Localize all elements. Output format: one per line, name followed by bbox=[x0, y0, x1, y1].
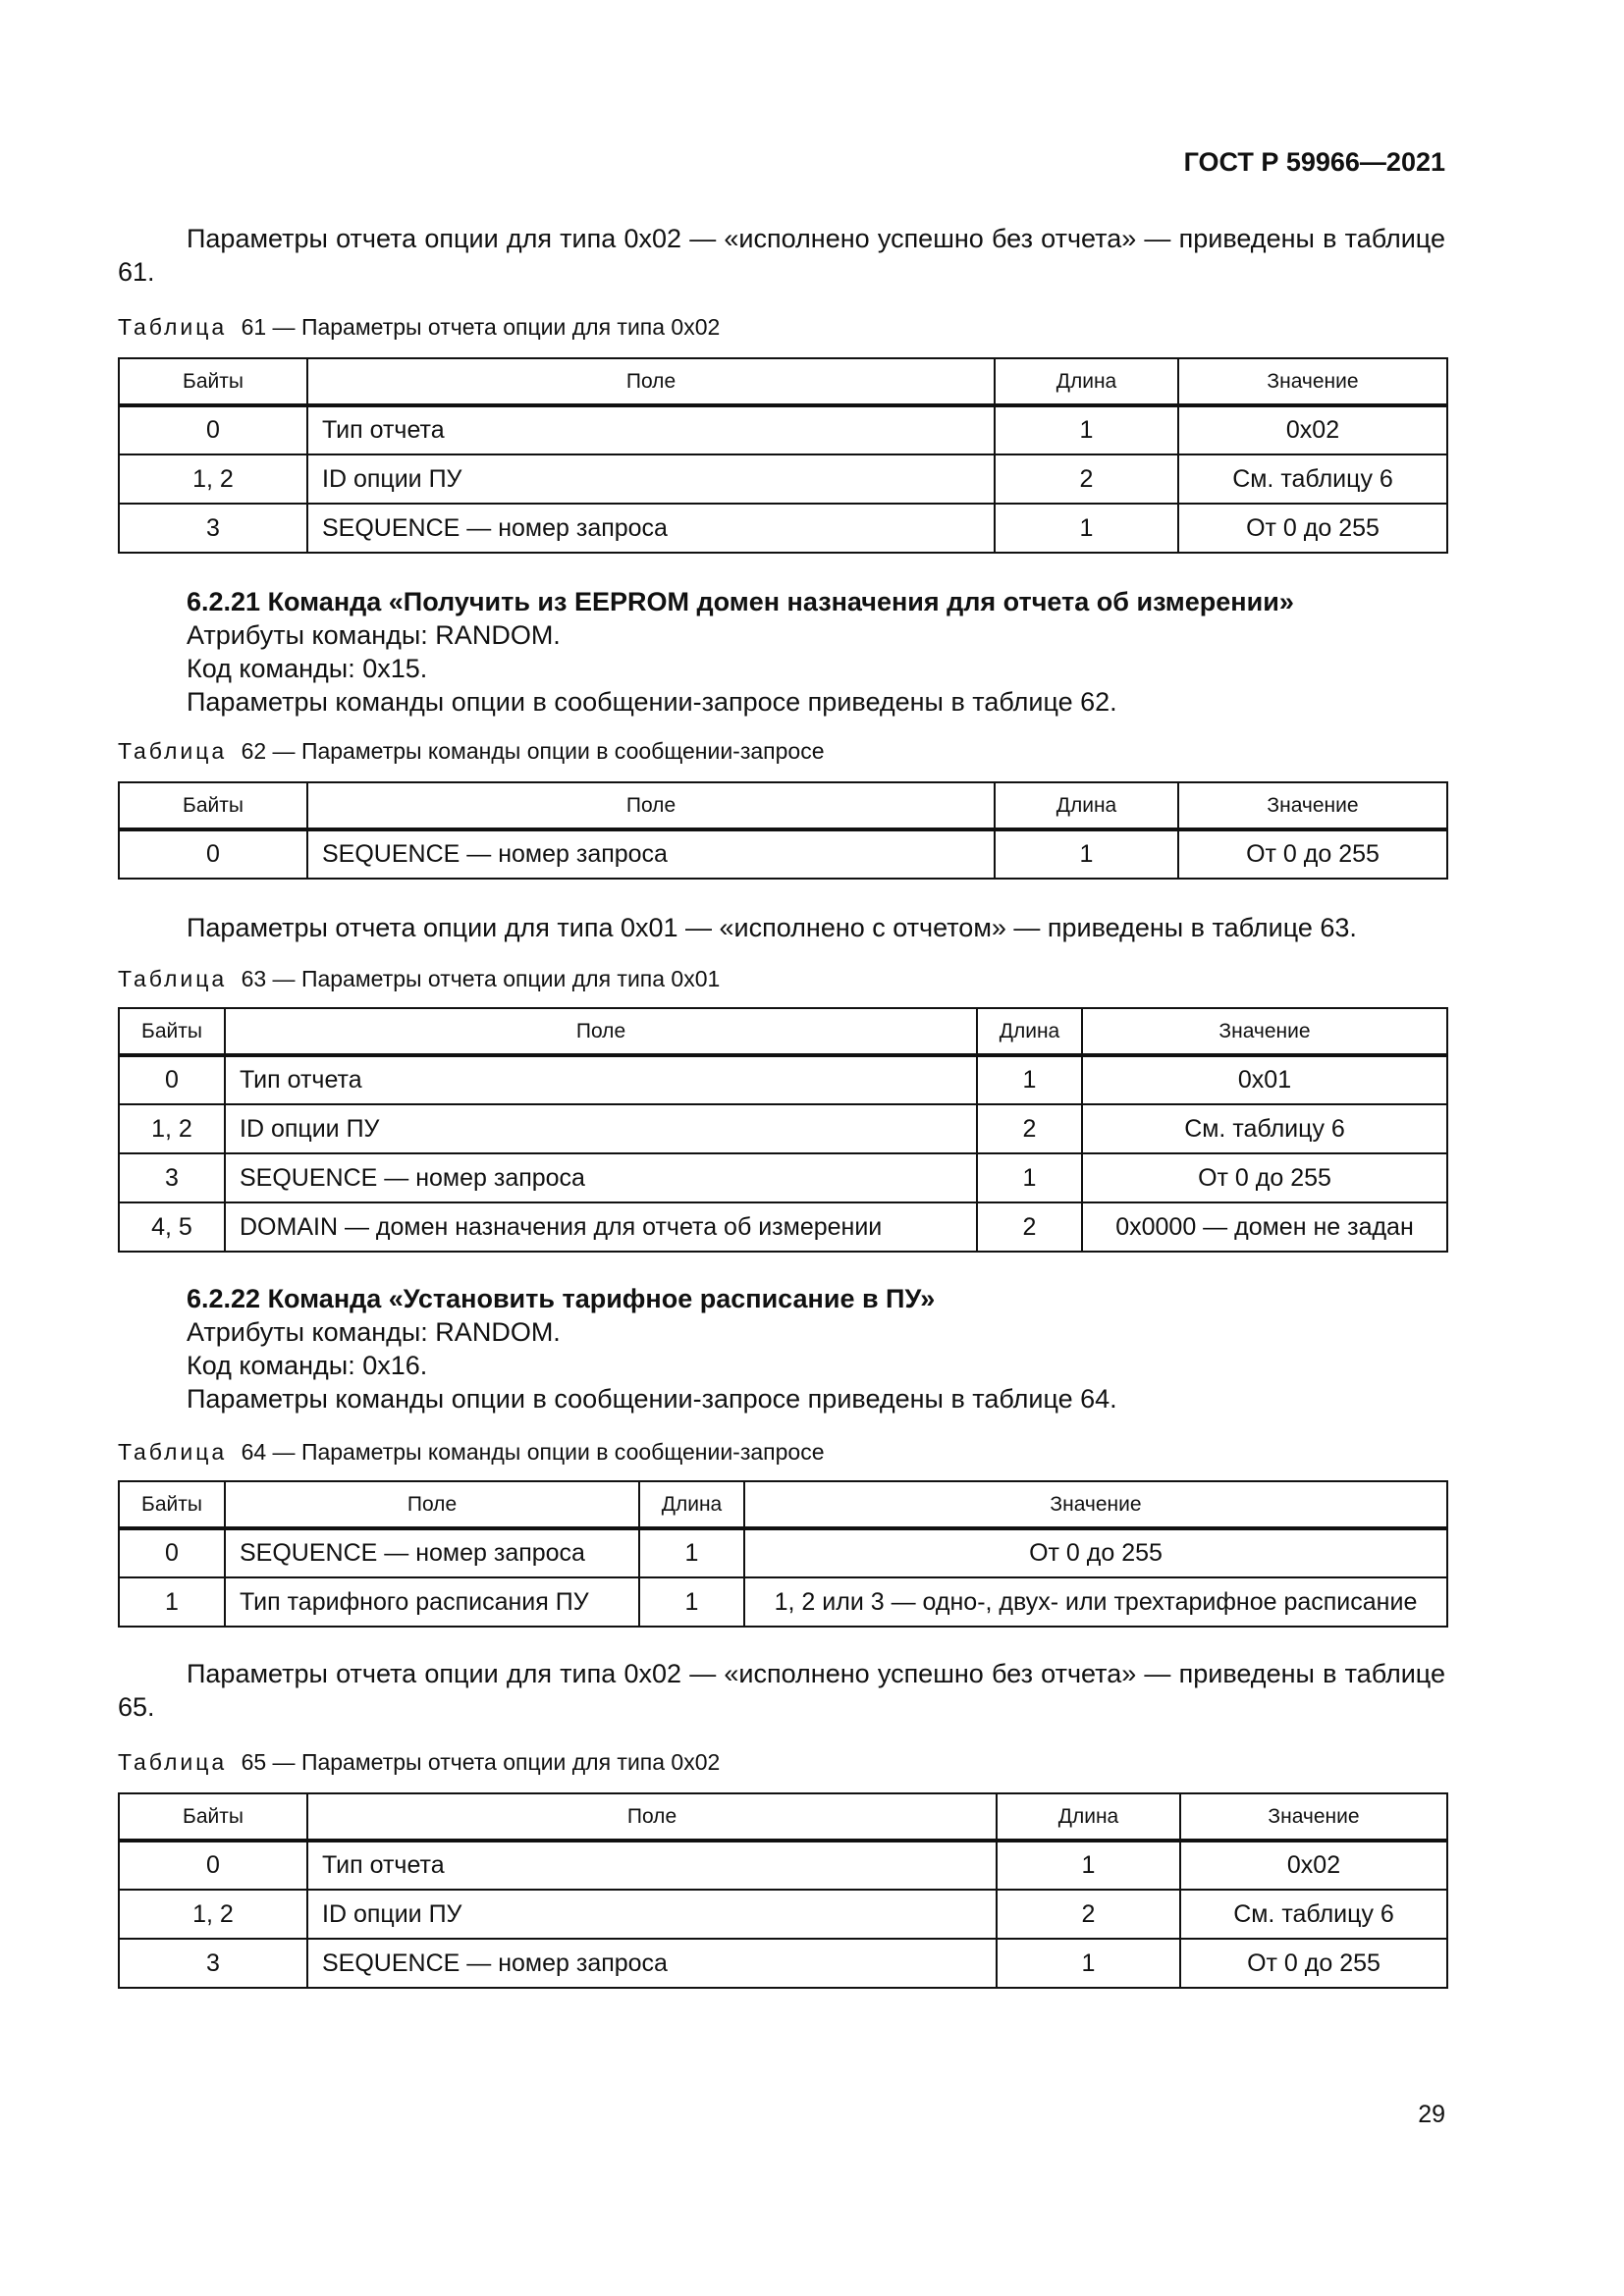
cell-length: 1 bbox=[977, 1153, 1082, 1202]
cell-bytes: 0 bbox=[119, 1841, 307, 1890]
table-row bbox=[119, 1577, 1447, 1627]
section-6-2-21 bbox=[187, 585, 1294, 719]
command-attributes: Атрибуты команды: RANDOM. bbox=[187, 620, 561, 650]
cell-bytes: 1, 2 bbox=[119, 1104, 225, 1153]
cell-length: 1 bbox=[995, 829, 1178, 879]
section-heading: 6.2.22 Команда «Установить тарифное расписание в ПУ» bbox=[187, 1284, 936, 1313]
cell-value: 0x0000 — домен не задан bbox=[1082, 1202, 1447, 1252]
table-65-caption bbox=[118, 1749, 720, 1776]
cell-field: ID опции ПУ bbox=[307, 454, 995, 504]
table-row bbox=[119, 1890, 1447, 1939]
cell-value: См. таблицу 6 bbox=[1178, 454, 1447, 504]
intro-paragraph-65 bbox=[118, 1657, 1445, 1724]
cell-value: От 0 до 255 bbox=[1180, 1939, 1447, 1988]
table-row bbox=[119, 1104, 1447, 1153]
cell-field: Тип отчета bbox=[225, 1055, 977, 1104]
cell-field: SEQUENCE — номер запроса bbox=[307, 504, 995, 553]
table-header-row bbox=[119, 782, 1447, 829]
cell-value: 0x01 bbox=[1082, 1055, 1447, 1104]
table-title: 65 — Параметры отчета опции для типа 0x02 bbox=[241, 1749, 721, 1775]
table-header-row bbox=[119, 1481, 1447, 1528]
cell-value: От 0 до 255 bbox=[1082, 1153, 1447, 1202]
cell-value: См. таблицу 6 bbox=[1082, 1104, 1447, 1153]
cell-value: От 0 до 255 bbox=[1178, 504, 1447, 553]
table-row bbox=[119, 1153, 1447, 1202]
cell-bytes: 0 bbox=[119, 1528, 225, 1577]
table-64 bbox=[118, 1480, 1448, 1628]
command-params: Параметры команды опции в сообщении-запросе приведены в таблице 64. bbox=[187, 1384, 1117, 1414]
header-cell: Значение bbox=[1180, 1793, 1447, 1841]
table-header-row bbox=[119, 1793, 1447, 1841]
section-6-2-22 bbox=[187, 1282, 1117, 1415]
cell-field: Тип отчета bbox=[307, 1841, 997, 1890]
cell-value: 1, 2 или 3 — одно-, двух- или трехтарифное расписание bbox=[744, 1577, 1447, 1627]
cell-field: Тип отчета bbox=[307, 405, 995, 454]
command-code: Код команды: 0x15. bbox=[187, 654, 428, 683]
header-cell: Байты bbox=[119, 782, 307, 829]
table-title: 64 — Параметры команды опции в сообщении-запросе bbox=[241, 1439, 825, 1465]
header-cell: Поле bbox=[307, 358, 995, 405]
table-row bbox=[119, 829, 1447, 879]
header-cell: Байты bbox=[119, 1793, 307, 1841]
table-title: 63 — Параметры отчета опции для типа 0x01 bbox=[241, 966, 721, 991]
page-number: 29 bbox=[1418, 2101, 1445, 2128]
cell-field: ID опции ПУ bbox=[225, 1104, 977, 1153]
table-label: Таблица bbox=[118, 738, 228, 764]
cell-bytes: 1, 2 bbox=[119, 454, 307, 504]
header-cell: Длина bbox=[977, 1008, 1082, 1055]
table-row bbox=[119, 504, 1447, 553]
intro-paragraph-63 bbox=[118, 911, 1445, 944]
header-cell: Длина bbox=[995, 782, 1178, 829]
header-cell: Байты bbox=[119, 1008, 225, 1055]
cell-field: SEQUENCE — номер запроса bbox=[307, 829, 995, 879]
cell-bytes: 0 bbox=[119, 1055, 225, 1104]
header-cell: Поле bbox=[307, 782, 995, 829]
table-row bbox=[119, 1055, 1447, 1104]
cell-length: 1 bbox=[997, 1841, 1180, 1890]
table-row bbox=[119, 1528, 1447, 1577]
cell-field: DOMAIN — домен назначения для отчета об измерении bbox=[225, 1202, 977, 1252]
cell-value: От 0 до 255 bbox=[1178, 829, 1447, 879]
table-row bbox=[119, 1841, 1447, 1890]
cell-length: 2 bbox=[997, 1890, 1180, 1939]
cell-length: 1 bbox=[997, 1939, 1180, 1988]
cell-length: 1 bbox=[639, 1528, 744, 1577]
cell-field: SEQUENCE — номер запроса bbox=[307, 1939, 997, 1988]
table-label: Таблица bbox=[118, 1439, 228, 1465]
cell-bytes: 0 bbox=[119, 405, 307, 454]
table-title: 62 — Параметры команды опции в сообщении-запросе bbox=[241, 738, 825, 764]
cell-length: 2 bbox=[995, 454, 1178, 504]
table-62-caption bbox=[118, 738, 825, 765]
table-63 bbox=[118, 1007, 1448, 1253]
header-cell: Длина bbox=[995, 358, 1178, 405]
header-cell: Байты bbox=[119, 358, 307, 405]
header-cell: Поле bbox=[225, 1481, 639, 1528]
cell-bytes: 3 bbox=[119, 504, 307, 553]
header-cell: Длина bbox=[997, 1793, 1180, 1841]
header-cell: Байты bbox=[119, 1481, 225, 1528]
cell-bytes: 0 bbox=[119, 829, 307, 879]
table-row bbox=[119, 1202, 1447, 1252]
cell-value: См. таблицу 6 bbox=[1180, 1890, 1447, 1939]
cell-field: SEQUENCE — номер запроса bbox=[225, 1153, 977, 1202]
header-cell: Поле bbox=[307, 1793, 997, 1841]
table-61-caption bbox=[118, 314, 720, 341]
header-cell: Значение bbox=[744, 1481, 1447, 1528]
header-cell: Значение bbox=[1178, 358, 1447, 405]
header-cell: Значение bbox=[1178, 782, 1447, 829]
cell-length: 1 bbox=[977, 1055, 1082, 1104]
table-64-caption bbox=[118, 1439, 825, 1466]
paragraph-text: Параметры отчета опции для типа 0x02 — «исполнено успешно без отчета» — приведены в таблице 65. bbox=[118, 1659, 1445, 1722]
command-params: Параметры команды опции в сообщении-запросе приведены в таблице 62. bbox=[187, 687, 1117, 717]
cell-length: 1 bbox=[639, 1577, 744, 1627]
table-title: 61 — Параметры отчета опции для типа 0x02 bbox=[241, 314, 721, 340]
table-row bbox=[119, 1939, 1447, 1988]
table-header-row bbox=[119, 358, 1447, 405]
command-attributes: Атрибуты команды: RANDOM. bbox=[187, 1317, 561, 1347]
cell-length: 2 bbox=[977, 1104, 1082, 1153]
cell-bytes: 4, 5 bbox=[119, 1202, 225, 1252]
table-row bbox=[119, 405, 1447, 454]
table-label: Таблица bbox=[118, 314, 228, 340]
cell-length: 1 bbox=[995, 405, 1178, 454]
paragraph-text: Параметры отчета опции для типа 0x02 — «исполнено успешно без отчета» — приведены в таблице 61. bbox=[118, 224, 1445, 287]
cell-value: От 0 до 255 bbox=[744, 1528, 1447, 1577]
table-label: Таблица bbox=[118, 1749, 228, 1775]
cell-value: 0x02 bbox=[1178, 405, 1447, 454]
cell-field: SEQUENCE — номер запроса bbox=[225, 1528, 639, 1577]
command-code: Код команды: 0x16. bbox=[187, 1351, 428, 1380]
cell-bytes: 1, 2 bbox=[119, 1890, 307, 1939]
table-label: Таблица bbox=[118, 966, 228, 991]
header-cell: Поле bbox=[225, 1008, 977, 1055]
table-header-row bbox=[119, 1008, 1447, 1055]
cell-length: 2 bbox=[977, 1202, 1082, 1252]
cell-field: Тип тарифного расписания ПУ bbox=[225, 1577, 639, 1627]
cell-length: 1 bbox=[995, 504, 1178, 553]
cell-bytes: 1 bbox=[119, 1577, 225, 1627]
document-id: ГОСТ Р 59966—2021 bbox=[1183, 147, 1445, 177]
table-65 bbox=[118, 1792, 1448, 1989]
cell-field: ID опции ПУ bbox=[307, 1890, 997, 1939]
header-cell: Длина bbox=[639, 1481, 744, 1528]
cell-value: 0x02 bbox=[1180, 1841, 1447, 1890]
header-cell: Значение bbox=[1082, 1008, 1447, 1055]
table-63-caption bbox=[118, 966, 720, 992]
cell-bytes: 3 bbox=[119, 1153, 225, 1202]
paragraph-text: Параметры отчета опции для типа 0x01 — «исполнено с отчетом» — приведены в таблице 63. bbox=[187, 913, 1357, 942]
table-row bbox=[119, 454, 1447, 504]
section-heading: 6.2.21 Команда «Получить из EEPROM домен назначения для отчета об измерении» bbox=[187, 587, 1294, 616]
intro-paragraph-61 bbox=[118, 222, 1445, 289]
table-62 bbox=[118, 781, 1448, 880]
cell-bytes: 3 bbox=[119, 1939, 307, 1988]
table-61 bbox=[118, 357, 1448, 554]
